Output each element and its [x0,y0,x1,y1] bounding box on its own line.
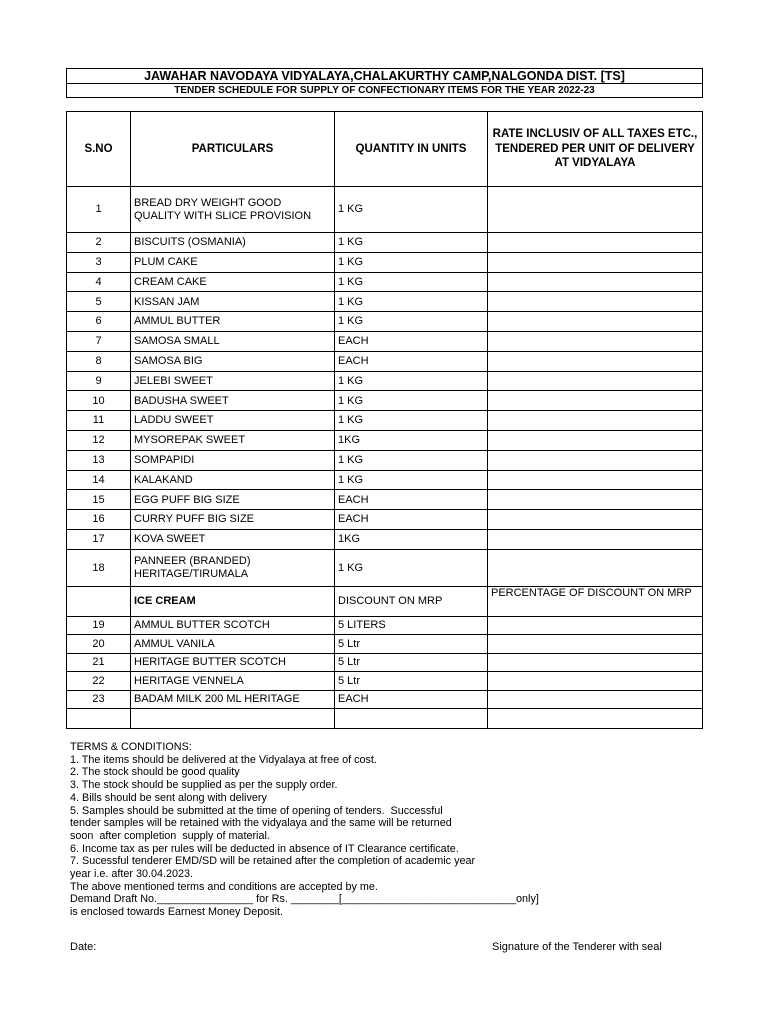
sno-cell: 11 [67,411,131,431]
quantity-cell: EACH [335,331,488,351]
table-body-items [67,187,703,587]
quantity-cell: 5 Ltr [335,635,488,654]
ice-cream-header-row [67,586,703,616]
sno-cell: 15 [67,490,131,510]
terms-and-conditions [70,741,710,919]
table-row-empty [67,709,703,729]
ice-cream-label: ICE CREAM [131,586,335,616]
table-row [67,549,703,586]
particulars-cell: KISSAN JAM [131,292,335,312]
table-row [67,252,703,272]
table-row [67,653,703,672]
sno-cell: 18 [67,549,131,586]
quantity-cell: 1 KG [335,450,488,470]
particulars-cell: MYSOREPAK SWEET [131,430,335,450]
terms-line: Demand Draft No.________________ for Rs. ________[_____________________________only] [70,893,539,906]
table-row [67,635,703,654]
sno-cell: 16 [67,510,131,530]
rate-input-cell[interactable] [488,510,703,530]
sno-cell: 13 [67,450,131,470]
rate-input-cell[interactable] [488,690,703,709]
terms-heading: TERMS & CONDITIONS: [70,741,192,753]
signature-label: Signature of the Tenderer with seal [492,941,662,953]
sno-cell: 23 [67,690,131,709]
sno-cell: 21 [67,653,131,672]
particulars-cell: CURRY PUFF BIG SIZE [131,510,335,530]
table-row [67,529,703,549]
terms-line: 3. The stock should be supplied as per the supply order. [70,779,338,792]
quantity-cell: 1 KG [335,391,488,411]
table-row [67,371,703,391]
table-row [67,470,703,490]
quantity-cell: EACH [335,490,488,510]
sno-cell: 7 [67,331,131,351]
table-row [67,272,703,292]
rate-input-cell[interactable] [488,233,703,253]
particulars-cell: LADDU SWEET [131,411,335,431]
sno-cell: 10 [67,391,131,411]
particulars-cell: SAMOSA SMALL [131,331,335,351]
quantity-cell: EACH [335,690,488,709]
quantity-cell: 5 Ltr [335,672,488,691]
rate-input-cell[interactable] [488,616,703,635]
document-title: JAWAHAR NAVODAYA VIDYALAYA,CHALAKURTHY CAMP,NALGONDA DIST. [TS] [66,68,703,83]
particulars-cell: AMMUL BUTTER [131,312,335,332]
table-header-row [67,112,703,187]
table-row [67,292,703,312]
terms-line: soon after completion supply of material. [70,829,270,842]
particulars-cell: CREAM CAKE [131,272,335,292]
terms-line: year i.e. after 30.04.2023. [70,868,194,881]
rate-input-cell[interactable] [488,653,703,672]
tender-table [66,111,703,729]
quantity-cell: 5 Ltr [335,653,488,672]
rate-input-cell[interactable] [488,351,703,371]
table-row [67,411,703,431]
particulars-cell: KOVA SWEET [131,529,335,549]
table-row [67,690,703,709]
particulars-cell: BADAM MILK 200 ML HERITAGE [131,690,335,709]
table-body-ice-cream [67,586,703,616]
rate-input-cell[interactable] [488,709,703,729]
rate-input-cell[interactable] [488,292,703,312]
quantity-cell: 1 KG [335,272,488,292]
particulars-cell: BADUSHA SWEET [131,391,335,411]
empty-cell [131,709,335,729]
particulars-cell: SOMPAPIDI [131,450,335,470]
table-row [67,331,703,351]
rate-input-cell[interactable] [488,450,703,470]
table-row [67,672,703,691]
rate-input-cell[interactable] [488,331,703,351]
sno-cell: 20 [67,635,131,654]
rate-input-cell[interactable] [488,371,703,391]
date-label: Date: [70,941,97,953]
quantity-cell: 1 KG [335,187,488,233]
quantity-cell: 1 KG [335,470,488,490]
terms-line: tender samples will be retained with the vidyalaya and the same will be returned [70,817,452,830]
col-header-sno: S.NO [67,112,131,187]
table-row [67,187,703,233]
rate-input-cell[interactable] [488,391,703,411]
rate-input-cell[interactable] [488,272,703,292]
table-body-ice-cream-items [67,616,703,709]
col-header-rate: RATE INCLUSIV OF ALL TAXES ETC., TENDERED PER UNIT OF DELIVERY AT VIDYALAYA [488,112,703,187]
col-header-quantity: QUANTITY IN UNITS [335,112,488,187]
table-row [67,351,703,371]
quantity-cell: 1 KG [335,549,488,586]
sno-cell: 8 [67,351,131,371]
sno-cell: 9 [67,371,131,391]
quantity-cell: 1KG [335,430,488,450]
ice-cream-sno-empty [67,586,131,616]
sno-cell: 22 [67,672,131,691]
rate-input-cell[interactable] [488,187,703,233]
quantity-cell: 1 KG [335,252,488,272]
terms-line: 6. Income tax as per rules will be deducted in absence of IT Clearance certificate. [70,842,459,855]
quantity-cell: 5 LITERS [335,616,488,635]
particulars-cell: JELEBI SWEET [131,371,335,391]
rate-input-cell[interactable] [488,490,703,510]
table-row [67,430,703,450]
terms-line: 7. Sucessful tenderer EMD/SD will be retained after the completion of academic year [70,855,476,868]
sno-cell: 5 [67,292,131,312]
quantity-cell: EACH [335,510,488,530]
rate-input-cell[interactable] [488,470,703,490]
particulars-cell: BISCUITS (OSMANIA) [131,233,335,253]
rate-input-cell[interactable] [488,430,703,450]
particulars-cell: EGG PUFF BIG SIZE [131,490,335,510]
sno-cell: 1 [67,187,131,233]
rate-input-cell[interactable] [488,529,703,549]
particulars-cell: AMMUL BUTTER SCOTCH [131,616,335,635]
quantity-cell: EACH [335,351,488,371]
table-row [67,312,703,332]
rate-input-cell[interactable] [488,252,703,272]
ice-cream-qty-header: DISCOUNT ON MRP [335,586,488,616]
sno-cell: 4 [67,272,131,292]
sno-cell: 6 [67,312,131,332]
quantity-cell: 1 KG [335,312,488,332]
quantity-cell: 1 KG [335,371,488,391]
document-subtitle: TENDER SCHEDULE FOR SUPPLY OF CONFECTIONARY ITEMS FOR THE YEAR 2022-23 [66,83,703,98]
terms-line: The above mentioned terms and conditions are accepted by me. [70,880,378,893]
table-row [67,490,703,510]
terms-line: 4. Bills should be sent along with delivery [70,791,267,804]
terms-line: is enclosed towards Earnest Money Deposit. [70,906,284,919]
terms-line: 5. Samples should be submitted at the time of opening of tenders. Successful [70,804,443,817]
quantity-cell: 1 KG [335,292,488,312]
table-row [67,450,703,470]
sno-cell: 12 [67,430,131,450]
sno-cell: 14 [67,470,131,490]
quantity-cell: 1 KG [335,411,488,431]
particulars-cell: KALAKAND [131,470,335,490]
rate-input-cell[interactable] [488,672,703,691]
table-row [67,510,703,530]
rate-input-cell[interactable] [488,312,703,332]
terms-line: 1. The items should be delivered at the Vidyalaya at free of cost. [70,753,377,766]
rate-input-cell[interactable] [488,549,703,586]
table-row [67,391,703,411]
quantity-cell: 1 KG [335,233,488,253]
sno-cell: 19 [67,616,131,635]
empty-cell [335,709,488,729]
particulars-cell: PLUM CAKE [131,252,335,272]
rate-input-cell[interactable] [488,635,703,654]
particulars-cell: BREAD DRY WEIGHT GOOD QUALITY WITH SLICE PROVISION [131,187,335,233]
table-row [67,616,703,635]
sno-cell: 17 [67,529,131,549]
particulars-cell: HERITAGE BUTTER SCOTCH [131,653,335,672]
particulars-cell: PANNEER (BRANDED) HERITAGE/TIRUMALA [131,549,335,586]
quantity-cell: 1KG [335,529,488,549]
ice-cream-rate-header: PERCENTAGE OF DISCOUNT ON MRP [488,586,703,616]
empty-cell [67,709,131,729]
sno-cell: 3 [67,252,131,272]
particulars-cell: SAMOSA BIG [131,351,335,371]
table-row [67,233,703,253]
particulars-cell: AMMUL VANILA [131,635,335,654]
col-header-particulars: PARTICULARS [131,112,335,187]
terms-line: 2. The stock should be good quality [70,766,240,779]
sno-cell: 2 [67,233,131,253]
particulars-cell: HERITAGE VENNELA [131,672,335,691]
rate-input-cell[interactable] [488,411,703,431]
